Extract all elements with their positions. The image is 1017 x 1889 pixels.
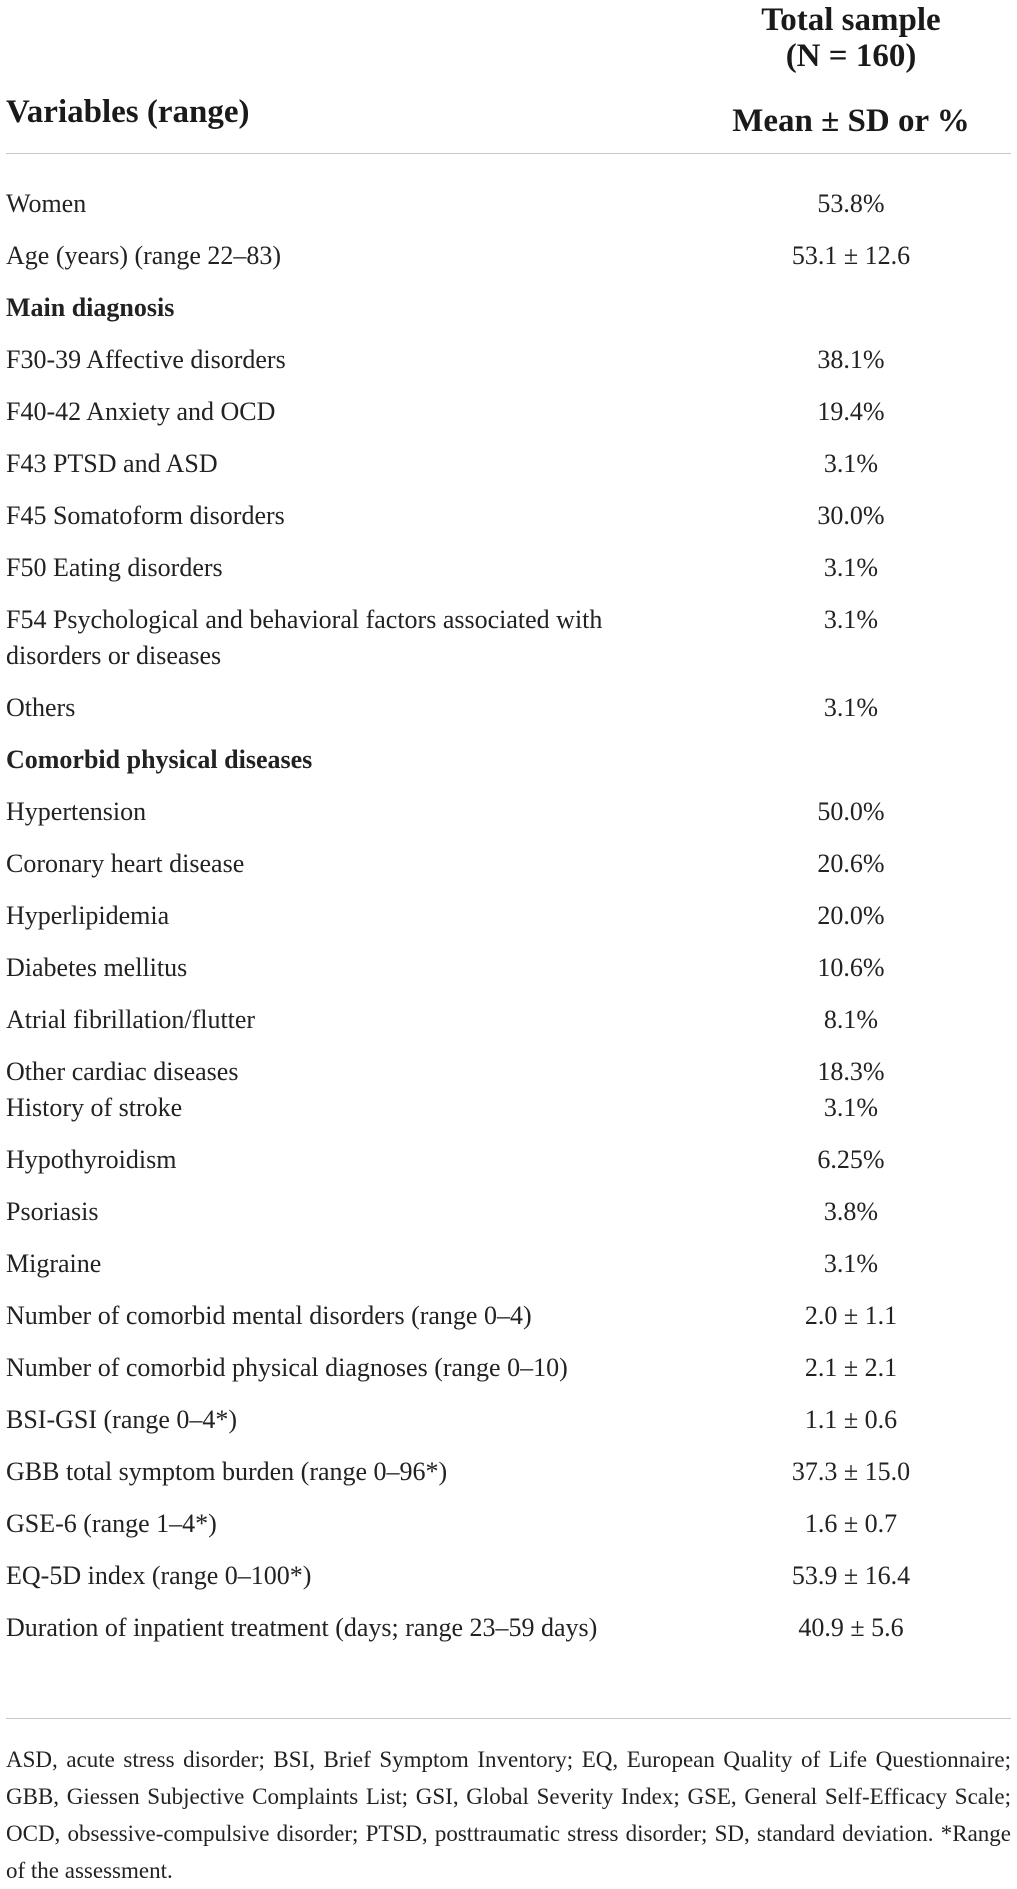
row-value: 50.0% xyxy=(817,797,885,826)
section-header-row xyxy=(6,282,1011,334)
row-value: 3.8% xyxy=(823,1197,879,1226)
row-label: Duration of inpatient treatment (days; range 23–59 days) xyxy=(6,1613,598,1642)
row-value: 8.1% xyxy=(823,1005,879,1034)
row-label: F43 PTSD and ASD xyxy=(6,449,218,478)
table-row xyxy=(6,230,1011,282)
row-label: F54 Psychological and behavioral factors associated with disorders or diseases xyxy=(6,605,603,670)
section-header-row xyxy=(6,734,1011,786)
row-value: 3.1% xyxy=(823,553,879,582)
row-value: 20.0% xyxy=(817,901,885,930)
table-row xyxy=(6,1550,1011,1602)
row-label: F45 Somatoform disorders xyxy=(6,501,285,530)
row-value: 53.8% xyxy=(817,189,885,218)
row-label: F30-39 Affective disorders xyxy=(6,345,286,374)
row-label: Age (years) (range 22–83) xyxy=(6,241,282,270)
row-value: 40.9 ± 5.6 xyxy=(798,1613,904,1642)
table-body xyxy=(6,154,1011,1654)
row-label: EQ-5D index (range 0–100*) xyxy=(6,1561,312,1590)
row-value: 3.1% xyxy=(823,449,879,478)
table-row xyxy=(6,994,1011,1046)
row-value: 53.9 ± 16.4 xyxy=(791,1561,911,1590)
row-value: 6.25% xyxy=(817,1145,885,1174)
table-row xyxy=(6,1290,1011,1342)
row-value: 20.6% xyxy=(817,849,885,878)
total-sample-title: Total sample xyxy=(761,2,941,38)
table-row xyxy=(6,1498,1011,1550)
row-label: Hypothyroidism xyxy=(6,1145,177,1174)
row-label: GSE-6 (range 1–4*) xyxy=(6,1509,217,1538)
table-row xyxy=(6,786,1011,838)
row-value: 3.1% xyxy=(823,693,879,722)
row-value: 18.3% xyxy=(817,1057,885,1086)
table-row xyxy=(6,334,1011,386)
table-row xyxy=(6,1394,1011,1446)
table-row xyxy=(6,1446,1011,1498)
row-label: Hyperlipidemia xyxy=(6,901,170,930)
row-label: BSI-GSI (range 0–4*) xyxy=(6,1405,238,1434)
table-row xyxy=(6,438,1011,490)
table-row xyxy=(6,838,1011,890)
table-row xyxy=(6,594,1011,682)
row-label: F40-42 Anxiety and OCD xyxy=(6,397,276,426)
row-label: Others xyxy=(6,693,76,722)
row-value: 3.1% xyxy=(823,605,879,634)
row-value: 37.3 ± 15.0 xyxy=(791,1457,911,1486)
row-label: Diabetes mellitus xyxy=(6,953,188,982)
row-label: Number of comorbid physical diagnoses (range 0–10) xyxy=(6,1353,568,1382)
row-value: 1.1 ± 0.6 xyxy=(804,1405,898,1434)
table-row xyxy=(6,890,1011,942)
row-value: 2.0 ± 1.1 xyxy=(804,1301,898,1330)
row-label: Coronary heart disease xyxy=(6,849,245,878)
section-label: Comorbid physical diseases xyxy=(6,745,313,774)
table-row xyxy=(6,1342,1011,1394)
row-value: 1.6 ± 0.7 xyxy=(804,1509,898,1538)
variables-column-header: Variables (range) xyxy=(6,94,250,130)
table-footnote: ASD, acute stress disorder; BSI, Brief Symptom Inventory; EQ, European Quality of Life Questionnaire; GBB, Giessen Subjective Complaints List; GSI, Global Severity Index; GSE, General Self-Efficacy Scale; OCD, obsessive-compulsive disorder; PTSD, posttraumatic stress disorder; SD, standard deviation. *Range of the assessment. xyxy=(6,1718,1011,1889)
row-label: Hypertension xyxy=(6,797,147,826)
sample-size-label: (N = 160) xyxy=(785,38,917,74)
table-row xyxy=(6,1134,1011,1186)
row-value: 2.1 ± 2.1 xyxy=(804,1353,898,1382)
table-row xyxy=(6,1602,1011,1654)
row-label: GBB total symptom burden (range 0–96*) xyxy=(6,1457,448,1486)
table-row xyxy=(6,1186,1011,1238)
row-value: 3.1% xyxy=(823,1249,879,1278)
row-label: Migraine xyxy=(6,1249,102,1278)
table-row xyxy=(6,542,1011,594)
table-row xyxy=(6,682,1011,734)
statistic-label: Mean ± SD or % xyxy=(732,103,970,139)
table-row xyxy=(6,178,1011,230)
table-row xyxy=(6,490,1011,542)
row-label: F50 Eating disorders xyxy=(6,553,223,582)
table-header xyxy=(6,0,1011,154)
row-label: Other cardiac diseases xyxy=(6,1057,239,1086)
row-label: Number of comorbid mental disorders (range 0–4) xyxy=(6,1301,532,1330)
table-row xyxy=(6,1238,1011,1290)
table-row xyxy=(6,1090,1011,1134)
row-value: 10.6% xyxy=(817,953,885,982)
row-value: 3.1% xyxy=(823,1093,879,1122)
total-sample-column-header xyxy=(701,2,1001,139)
row-label: Women xyxy=(6,189,87,218)
row-value: 19.4% xyxy=(817,397,885,426)
table-row xyxy=(6,386,1011,438)
row-value: 53.1 ± 12.6 xyxy=(791,241,911,270)
row-label: History of stroke xyxy=(6,1093,183,1122)
row-label: Atrial fibrillation/flutter xyxy=(6,1005,256,1034)
row-value: 38.1% xyxy=(817,345,885,374)
row-value: 30.0% xyxy=(817,501,885,530)
section-label: Main diagnosis xyxy=(6,293,175,322)
row-label: Psoriasis xyxy=(6,1197,99,1226)
table-row xyxy=(6,942,1011,994)
table-row xyxy=(6,1046,1011,1090)
